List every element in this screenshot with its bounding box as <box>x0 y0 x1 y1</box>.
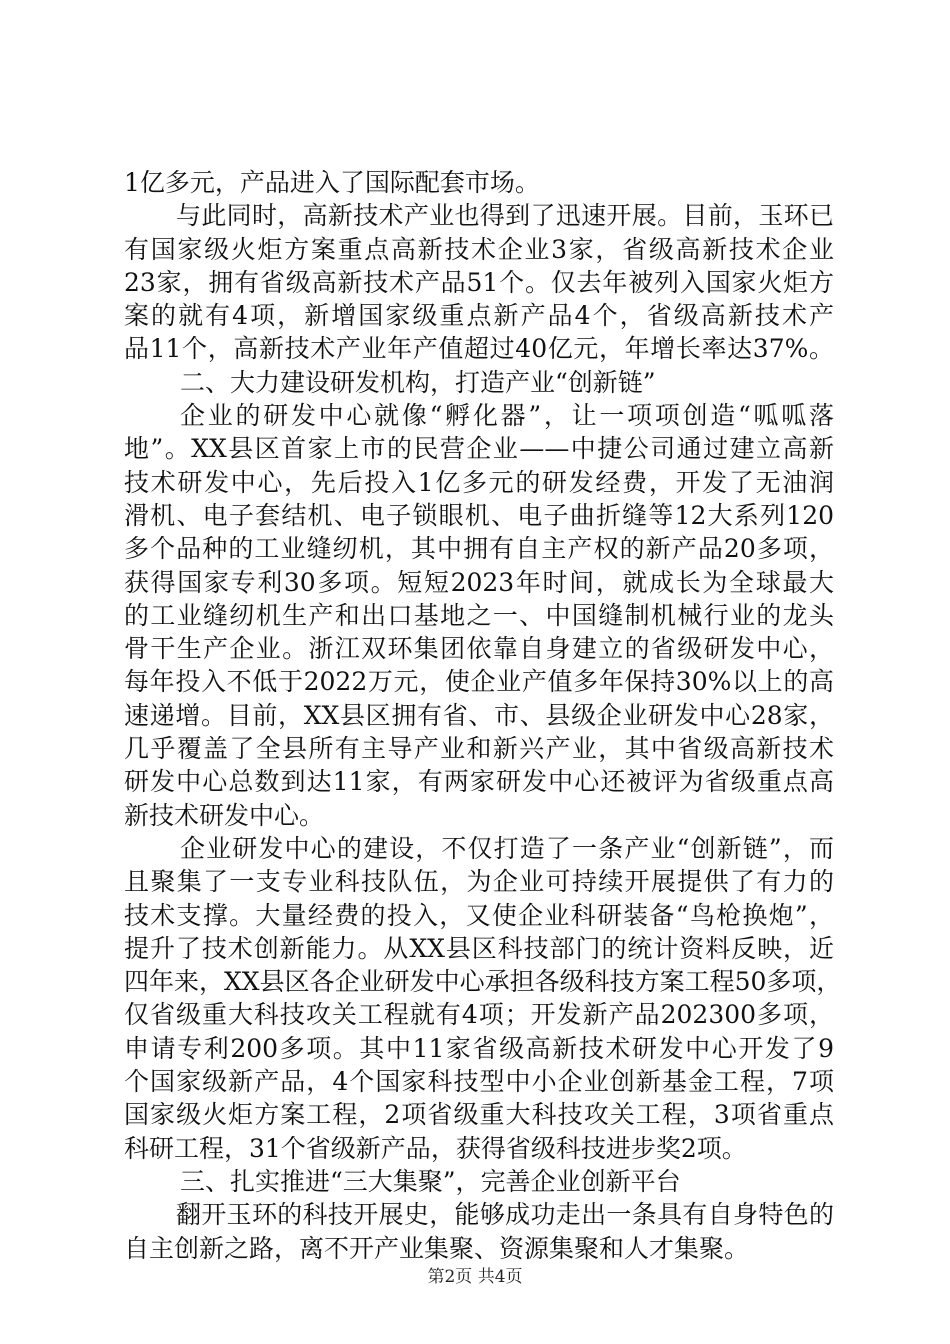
text-line: 每年投入不低于2022万元，使企业产值多年保持30%以上的高 <box>124 667 834 697</box>
text-line: 骨干生产企业。浙江双环集团依靠自身建立的省级研发中心， <box>124 634 834 664</box>
text-line: 地”。XX县区首家上市的民营企业——中捷公司通过建立高新 <box>124 434 834 464</box>
text-line: 国家级火炬方案工程，2项省级重大科技攻关工程，3项省重点 <box>124 1100 834 1130</box>
text-line: 技术支撑。大量经费的投入，又使企业科研装备“鸟枪换炮”， <box>124 900 834 930</box>
text-line: 新技术研发中心。 <box>124 800 325 830</box>
text-line: 有国家级火炬方案重点高新技术企业3家，省级高新技术企业 <box>124 234 834 264</box>
text-line: 几乎覆盖了全县所有主导产业和新兴产业，其中省级高新技术 <box>124 734 834 764</box>
paragraph-start: 与此同时，高新技术产业也得到了迅速开展。目前，玉环已 <box>176 201 834 231</box>
text-line: 1亿多元，产品进入了国际配套市场。 <box>124 168 540 197</box>
text-line: 自主创新之路，离不开产业集聚、资源集聚和人才集聚。 <box>124 1233 750 1263</box>
text-line: 获得国家专利30多项。短短2023年时间，就成长为全球最大 <box>124 567 834 597</box>
text-line: 多个品种的工业缝纫机，其中拥有自主产权的新产品20多项， <box>124 534 834 564</box>
text-line: 滑机、电子套结机、电子锁眼机、电子曲折缝等12大系列120 <box>124 500 834 530</box>
page-footer: 第2页 共4页 <box>427 1267 523 1287</box>
section-heading: 二、大力建设研发机构，打造产业“创新链” <box>180 367 656 397</box>
text-line: 品11个，高新技术产业年产值超过40亿元，年增长率达37%。 <box>124 334 834 364</box>
text-line: 科研工程，31个省级新产品，获得省级科技进步奖2项。 <box>124 1133 747 1163</box>
paragraph-start: 企业的研发中心就像“孵化器”，让一项项创造“呱呱落 <box>180 401 834 431</box>
paragraph-start: 翻开玉环的科技开展史，能够成功走出一条具有自身特色的 <box>176 1200 834 1230</box>
text-line: 仅省级重大科技攻关工程就有4项；开发新产品202300多项， <box>124 1000 834 1030</box>
text-line: 技术研发中心，先后投入1亿多元的研发经费，开发了无油润 <box>124 467 834 497</box>
text-line: 提升了技术创新能力。从XX县区科技部门的统计资料反映，近 <box>124 933 834 963</box>
text-line: 且聚集了一支专业科技队伍，为企业可持续开展提供了有力的 <box>124 867 834 897</box>
document-body <box>124 166 842 1265</box>
section-heading: 三、扎实推进“三大集聚”，完善企业创新平台 <box>180 1166 681 1196</box>
text-line: 四年来，XX县区各企业研发中心承担各级科技方案工程50多项， <box>124 967 842 997</box>
paragraph-start: 企业研发中心的建设，不仅打造了一条产业“创新链”，而 <box>180 833 834 863</box>
text-line: 申请专利200多项。其中11家省级高新技术研发中心开发了9 <box>124 1033 834 1063</box>
text-line: 的工业缝纫机生产和出口基地之一、中国缝制机械行业的龙头 <box>124 600 834 630</box>
text-line: 个国家级新产品，4个国家科技型中小企业创新基金工程，7项 <box>124 1067 834 1097</box>
text-line: 研发中心总数到达11家，有两家研发中心还被评为省级重点高 <box>124 767 834 797</box>
text-line: 速递增。目前，XX县区拥有省、市、县级企业研发中心28家， <box>124 700 834 730</box>
text-line: 23家，拥有省级高新技术产品51个。仅去年被列入国家火炬方 <box>124 267 834 297</box>
text-line: 案的就有4项，新增国家级重点新产品4个，省级高新技术产 <box>124 301 834 331</box>
